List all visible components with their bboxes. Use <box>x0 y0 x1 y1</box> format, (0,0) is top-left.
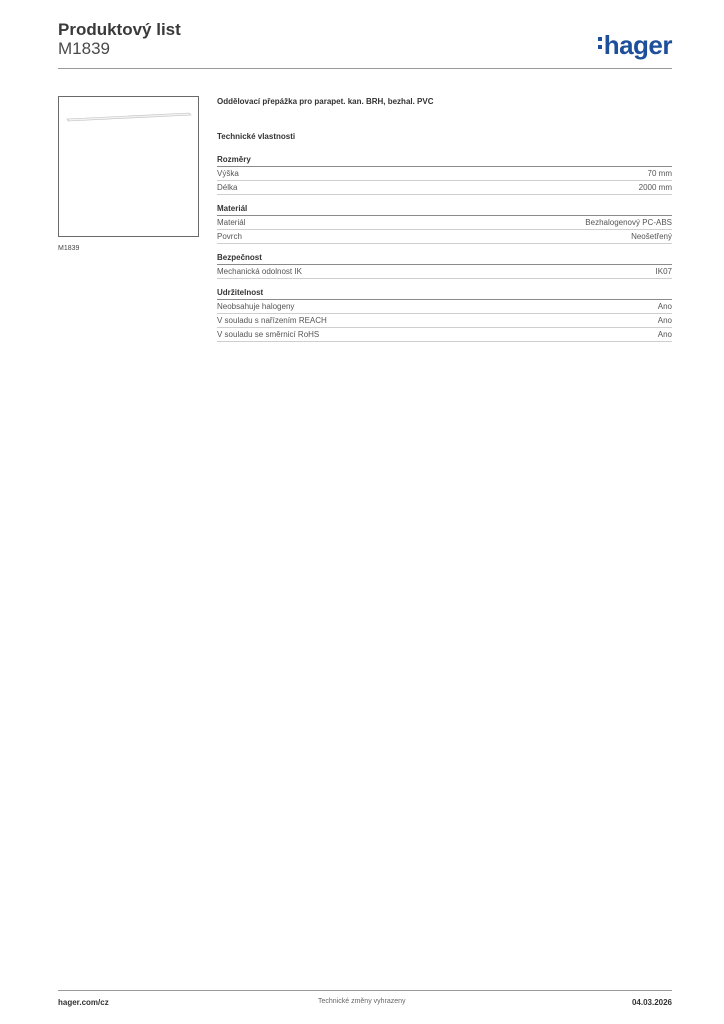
spec-row <box>217 328 672 342</box>
spec-label: Délka <box>217 183 238 192</box>
spec-value: Bezhalogenový PC-ABS <box>585 218 672 227</box>
spec-label: Povrch <box>217 232 242 241</box>
spec-value: Ano <box>657 330 672 339</box>
section-title: Technické vlastnosti <box>217 132 296 141</box>
spec-value: 70 mm <box>647 169 672 178</box>
spec-group-material <box>217 204 672 244</box>
product-code: M1839 <box>58 39 110 58</box>
footer-website-link[interactable]: hager.com/cz <box>58 998 109 1007</box>
spec-label: V souladu se směrnicí RoHS <box>217 330 320 339</box>
logo-colon-mark <box>598 37 602 53</box>
footer-notice: Technické změny vyhrazeny <box>318 998 406 1005</box>
spec-label: V souladu s nařízením REACH <box>217 316 327 325</box>
spec-group-dimensions <box>217 155 672 195</box>
spec-row <box>217 314 672 328</box>
spec-label: Mechanická odolnost IK <box>217 267 302 276</box>
hager-logo <box>598 30 672 61</box>
spec-row <box>217 300 672 314</box>
group-title: Bezpečnost <box>217 253 672 265</box>
spec-row <box>217 216 672 230</box>
spec-group-sustainability <box>217 288 672 342</box>
spec-label: Neobsahuje halogeny <box>217 302 295 311</box>
product-image <box>58 96 199 237</box>
spec-label: Výška <box>217 169 239 178</box>
header-divider <box>58 68 672 69</box>
footer-date: 04.03.2026 <box>631 998 672 1007</box>
group-title: Materiál <box>217 204 672 216</box>
spec-row <box>217 265 672 279</box>
spec-value: IK07 <box>655 267 672 276</box>
spec-value: Ano <box>657 316 672 325</box>
image-caption: M1839 <box>58 245 80 252</box>
spec-row <box>217 167 672 181</box>
product-name: Oddělovací přepážka pro parapet. kan. BRH, bezhal. PVC <box>217 97 434 106</box>
spec-group-safety <box>217 253 672 279</box>
spec-value: 2000 mm <box>638 183 672 192</box>
spec-row <box>217 181 672 195</box>
group-title: Rozměry <box>217 155 672 167</box>
spec-content <box>217 97 672 351</box>
spec-label: Materiál <box>217 218 246 227</box>
spec-value: Neošetřený <box>631 232 672 241</box>
divider-bar-illustration <box>65 111 193 123</box>
logo-text: hager <box>603 30 672 60</box>
page-title: Produktový list <box>58 20 181 39</box>
spec-value: Ano <box>657 302 672 311</box>
group-title: Udržitelnost <box>217 288 672 300</box>
spec-row <box>217 230 672 244</box>
footer-divider <box>58 990 672 991</box>
